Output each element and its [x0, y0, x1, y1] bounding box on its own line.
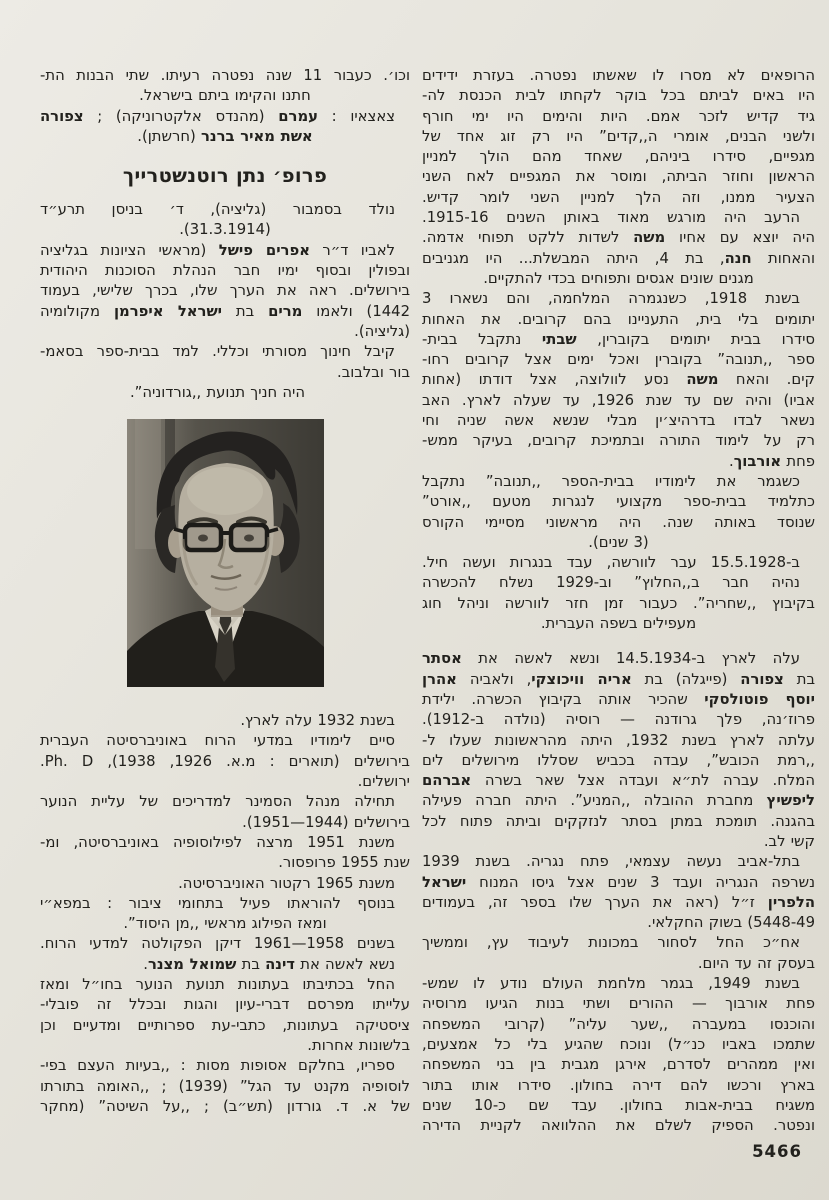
paragraph: [422, 472, 815, 553]
left-column-top: [40, 66, 410, 147]
text-line: הראשון וחוזר הביתה, ומוסר את המגפיים לאח השני: [422, 168, 815, 186]
paragraph: [40, 1056, 410, 1117]
text-line: מגפיים, סידרו ביניהם, שאחד מהם הולך למניין: [422, 148, 815, 166]
text-line: היה יוצא עם אחיו משה לשדות ללקט תפוחי אדמה.: [422, 229, 815, 247]
text-line: בירושלים (1944—1951).: [242, 813, 410, 831]
left-column-middle: [40, 200, 410, 403]
text-line: מעפילים בשפה העברית.: [540, 615, 697, 633]
text-line: בנוסף להוראתו פעיל בתחומי ציבור : במפא״י: [40, 894, 395, 912]
paragraph: [40, 975, 410, 1056]
paragraph: [422, 974, 815, 1136]
text-line: פרוז׳נה, פלך גרודנה — רוסיה (נולדה ב-1912).: [422, 711, 815, 729]
text-line: כתלמיד בבית-ספר מקצועי לנגרות מטעם ,,אורט”: [422, 493, 815, 511]
text-line: סיים לימודיו במדעי הרוח באוניברסיטה העברית: [40, 732, 395, 750]
text-line: יתומים בלי בית, התעניינו בהם קרובים. את האחות: [422, 310, 815, 328]
text-line: ליפשיץ מחברת ההובלה ,,המניע”. היתה חברה פעילה: [422, 792, 815, 810]
portrait-illustration: [127, 419, 324, 687]
left-column-bottom: [40, 711, 410, 1117]
text-line: הרעב היה מורגש מאוד באותן השנים 1915-16.: [422, 209, 800, 227]
text-line: עלייתו מפרסם דברי-עיון והגות ובכלל זה פובלי-: [40, 996, 410, 1014]
text-line: (3 שנים).: [588, 533, 649, 551]
text-line: בשנת 1932 עלה לארץ.: [240, 712, 395, 730]
text-line: לאביו ד״ר אפרים פישל (מראשי הציונות בגליציה: [40, 241, 395, 259]
text-line: עלה לארץ ב-14.5.1934 ונשא לאשה את אסתר: [422, 650, 801, 668]
paragraph: [40, 107, 410, 148]
text-line: סידרו בבית יתומים בקוברין, שבתי נתקבל בבית-: [422, 330, 815, 348]
text-line: יוסף פוטולסקי שהכיר אותה בקיבוץ הכשרה. ילידת: [422, 690, 815, 708]
paragraph: [422, 852, 815, 933]
text-line: 1442) ולאמו מרים בת ישראל איפרמן מקולומיה: [40, 302, 410, 320]
paragraph: [40, 934, 410, 954]
text-line: נהיה חבר ב,,החלוץ” וב-1929 נשלח להכשרה: [422, 574, 800, 592]
text-line: 5448-49) בשוק החקלאי.: [647, 914, 815, 932]
text-line: בשנת 1949, בגמר מלחמת העולם נודע לו שמש-: [422, 975, 800, 993]
text-line: בשנים 1958—1961 דיקן הפקולטה למדעי הרוח.: [40, 935, 395, 953]
text-line: ולשני הבנים, אומרי ה,,קדים” היו רק זוג אחד של: [422, 127, 815, 145]
text-line: הרופאים לא מסרו לו שאשתו נפטרה. בעזרת ידידים: [422, 67, 815, 84]
text-line: פחת אורבוך.: [729, 452, 815, 470]
text-line: ,,רמת הכובש”, עבדה בכביש שסללו מירושלים לים: [422, 751, 815, 769]
text-line: ירושלים.: [357, 773, 410, 791]
text-line: נולד בסמבור (גליציה), ד׳ בניסן תרע״ד: [40, 201, 395, 219]
text-line: כשגמר את לימודיו בבית-הספר ,,תנובה” נתקבל: [422, 472, 800, 490]
paragraph: [40, 731, 410, 792]
text-line: והאחות חנה, בת 4, היתה המבשלת... היו מגניבים: [422, 249, 816, 267]
text-line: גיד קדיש לזכר אמם. היות והימים היו ימי חורף: [422, 107, 815, 125]
text-line: ב-15.5.1928 עבר לוורשה, עבד בנגרות ועשה חיל.: [422, 554, 800, 572]
text-line: בשנת 1918, כשנגמרה המלחמה, והם נשארו 3: [422, 290, 800, 308]
paragraph: [40, 792, 410, 833]
entry-heading: פרופ׳ נתן רוטנשטרייך: [122, 164, 328, 188]
text-line: משנת 1965 רקטור האוניברסיטה.: [178, 874, 395, 892]
text-line: שנת 1955 פרופסור.: [278, 854, 410, 872]
paragraph: [422, 573, 815, 634]
text-line: צאצאיו : עמרם (מהנדס אלקטרוניקה) ; צפורה: [40, 107, 396, 125]
paragraph: [40, 894, 410, 935]
text-line: אח״כ החל לסחור במכונות לעיבוד עץ, וממשיך: [422, 934, 800, 952]
text-line: בארץ ורכשו להם דירה בחולון. סידרו אותו בתור: [422, 1076, 815, 1094]
paragraph: [40, 66, 410, 107]
left-column: [40, 66, 410, 1136]
text-line: הצעיר ממנו, וזה הלך למניין השני לומר קדיש.: [422, 188, 815, 206]
text-line: נשרפה הנגריה ועבד 3 שנים אצל גיסו המנוח ישראל: [422, 873, 815, 891]
text-line: אשת מאיר ברנר (חרשתן).: [137, 127, 313, 145]
text-line: ומאז הפילוג מראשי ,,מן היסוד”.: [123, 915, 327, 933]
paragraph: [40, 200, 410, 241]
text-line: הלפרין ז״ל (ראה את הערך שלו בספר זה, בעמודים: [422, 893, 815, 911]
text-line: וכו׳. כעבור 11 שנה נפטרה רעיתו. שתי הבנות הת-: [40, 67, 410, 84]
text-line: ציסטיקה בעתונות, כתבי-עת ספרותיים ומדעיים וכן: [40, 1016, 410, 1034]
paragraph: [40, 711, 410, 731]
text-line: בקיבוץ ,,שחריה”. כעבור זמן חזר לוורשה וניהל חוג: [422, 594, 815, 612]
text-line: בירושלים. ראה את הערך שלו, בכרך שלישי, בעמוד: [40, 282, 410, 300]
paragraph: [40, 833, 410, 874]
text-line: והוכנסו במעברה ,,שער עליה” (קרובי המשפחה: [422, 1015, 815, 1033]
text-line: בעסק זה עד היום.: [697, 954, 815, 972]
text-line: שתמכו באביו כנ״ל) ונוכח שהגיע בלי כל אמצעים,: [422, 1035, 815, 1053]
text-line: המלח. עברה לת״א ועבדה אצל שאר בשרה אברהם: [422, 772, 815, 790]
text-line: ואין ממהרים לסדרם, אירגן מגבית בין בני המשפחה: [422, 1056, 815, 1074]
text-line: שנוסד באותה שנה. היה מראשוני מסיימי הקורס: [422, 513, 815, 531]
paragraph: [422, 208, 815, 289]
text-line: חתנו והקימו ביתם בישראל.: [139, 87, 311, 105]
paragraph: [40, 241, 410, 342]
text-line: החל בכתיבתו בעתונות תנועת הנוער בחו״ל ומאז: [40, 976, 395, 994]
paragraph: [40, 342, 410, 383]
text-line: ספריו, בחלקם אסופות מסות : ,,בעיות העצם בפי-: [40, 1057, 395, 1075]
text-line: משנת 1951 מרצה לפילוסופיה באוניברסיטה, ומ-: [40, 833, 395, 851]
text-line: אביו) והיה שם עד שנת 1926, עד שעלה לארץ. האב: [422, 391, 816, 409]
page-number: 5466: [752, 1142, 802, 1161]
text-line: רק על לימוד התורה ובתמיכת קרובים, בעיקר ממש-: [422, 432, 815, 450]
text-line: בהגנה. תומכת במתן בסתר לנזקקים וביתה פתוח לכל: [422, 812, 815, 830]
text-line: פחת אורבוך — ההורים ושתי בנות הגיעו מרוסיה: [422, 995, 815, 1013]
text-line: בלשונות אחרות.: [307, 1036, 410, 1054]
page-content: [40, 66, 815, 1136]
text-line: בור ובלבוב.: [337, 363, 410, 381]
text-line: עלתה לארץ בשנת 1932, היתה מהראשונות שעלו ל-: [422, 731, 815, 749]
text-line: תחילה מנהל הסמינר למדריכים של עליית הנוער: [40, 793, 395, 811]
text-line: בתל-אביב נעשה עצמאי, פתח נגריה. בשנת 1939: [422, 853, 800, 871]
paragraph: [40, 874, 410, 894]
text-line: היו באים לביתם בכל בוקר לקחתו לבית הכנסת לה-: [422, 87, 815, 105]
text-line: של א. ד. גורדון (תש״ב) ; ,,על השיטה” (מחקר: [40, 1097, 410, 1115]
text-line: קיבל חינוך מסורתי וכללי. למד בבית-ספר בסאמ-: [40, 343, 395, 361]
portrait-photo: [127, 419, 324, 687]
text-line: מגנים שונים אגסים ותפוחים בכדי להתקיים.: [483, 269, 754, 287]
text-line: בת צפורה (פייגלה) בת אריה וויכוצקי, ולאביה אהרן: [422, 670, 815, 688]
paragraph: [422, 289, 815, 472]
paragraph: [422, 649, 815, 852]
right-column: [422, 66, 815, 1136]
paragraph: [40, 955, 410, 975]
paragraph: [40, 383, 410, 403]
text-line: קשי לב.: [763, 832, 815, 850]
text-line: (31.3.1914).: [179, 221, 271, 239]
paragraph: [422, 66, 815, 208]
text-line: נשאר לבדו בדרהיצ׳ין מבלי שנשא אשה שניה וחי: [422, 412, 815, 430]
text-line: (גליציה).: [354, 322, 410, 340]
text-line: קים. והאח משה נסע לוולוצה, אצל דודתו (אחות: [422, 371, 815, 389]
text-line: ובפולין ובסוף ימיו חבר הנהלת הסוכנות היהודית: [40, 262, 410, 280]
paragraph: [422, 933, 815, 974]
text-line: משגיח בבית-אבות בחולון. עבד שם כ-10 שנים: [422, 1096, 815, 1114]
paragraph: [422, 553, 815, 573]
text-line: ספר ,,תנובה” בקוברין ואכל ימים אצל קרובים רחו-: [422, 351, 815, 369]
text-line: נשא לאשה את דינה בת שמואל מצנר.: [143, 955, 395, 973]
text-line: ונפטר. הספיק לשלם את ההלוואה לקניית הדירה: [422, 1117, 815, 1135]
text-line: היה חניך תנועת ,,גורדוניה”.: [129, 383, 306, 401]
text-line: בירושלים (תוארים : מ.א. 1926, 1938), Ph. D.: [40, 752, 410, 770]
text-line: לוסופיה מקנט עד הגל” (1939) ; ,,האומה בתורתו: [40, 1077, 410, 1095]
